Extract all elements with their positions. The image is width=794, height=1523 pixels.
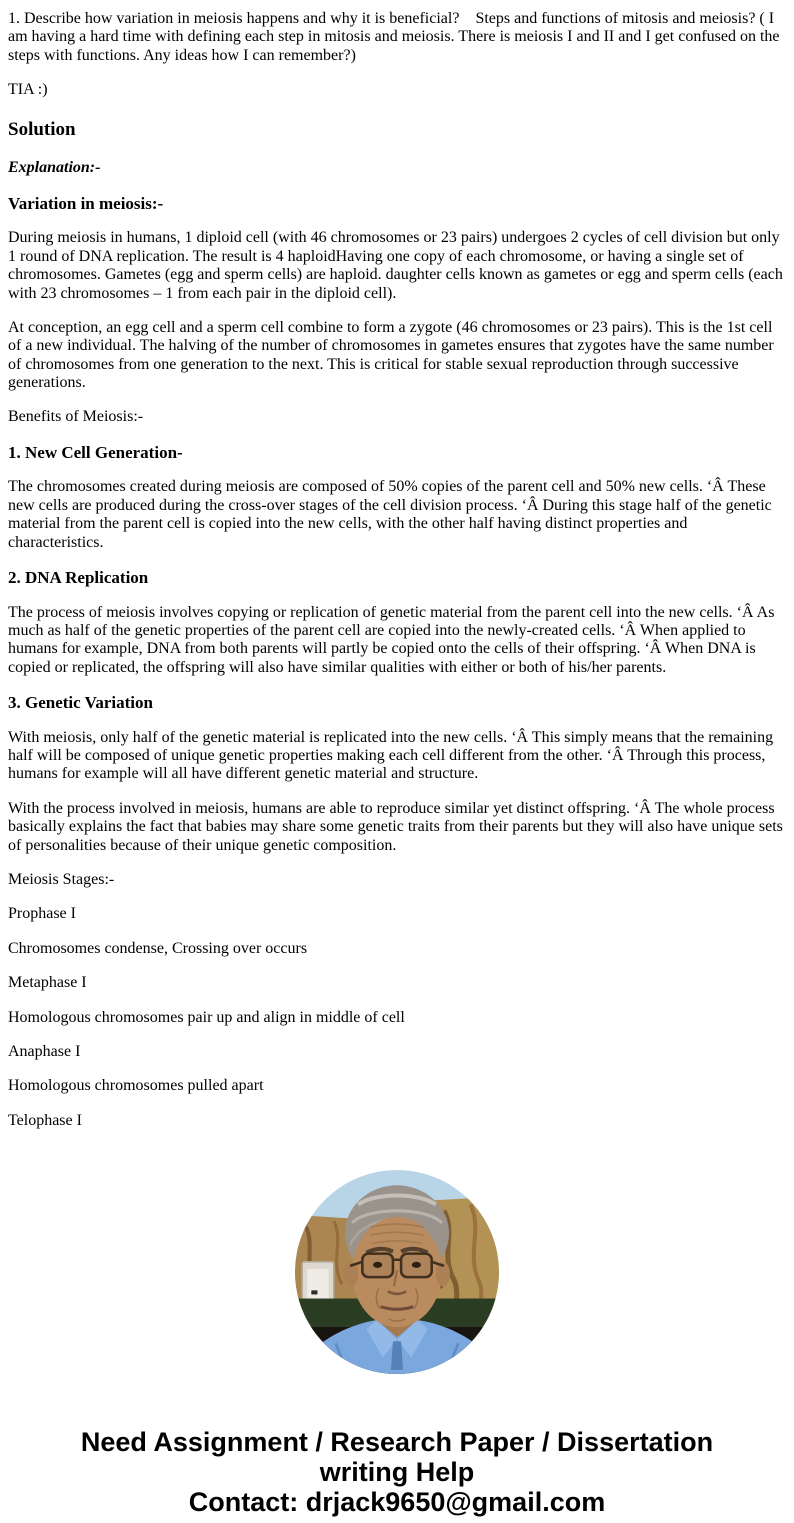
cta-banner	[8, 1427, 786, 1517]
tutor-portrait-image	[295, 1170, 499, 1374]
paragraph-new-cell: The chromosomes created during meiosis are composed of 50% copies of the parent cell and 50% new cells. ‘Â These new cells are produced during the cross-over stages of the cell division process. ‘Â During this stage half of the genetic material from the parent cell is copied into the new cells, with the other half having distinct properties and characteristics.	[8, 478, 772, 551]
cta-contact-email: Contact: drjack9650@gmail.com	[188, 1487, 606, 1518]
paragraph-conception: At conception, an egg cell and a sperm cell combine to form a zygote (46 chromosomes or 23 pairs). This is the 1st cell of a new individual. The halving of the number of chromosomes in gametes ensures that zygotes have the same number of chromosomes from one generation to the next. This is critical for stable sexual reproduction through successive generations.	[8, 318, 774, 392]
paragraph-dna-replication: The process of meiosis involves copying or replication of genetic material from the parent cell into the new cells. ‘Â As much as half of the genetic properties of the parent cell are copied into the newly-created cells. ‘Â When applied to humans for example, DNA from both parents will partly be copied onto the cells of their offspring. ‘Â When DNA is copied or replicated, the offspring will also have similar qualities with either or both of his/her parents.	[8, 603, 775, 676]
stage-prophase-desc: Chromosomes condense, Crossing over occurs	[8, 939, 308, 957]
benefits-label: Benefits of Meiosis:-	[8, 408, 144, 426]
stage-telophase: Telophase I	[8, 1111, 82, 1129]
solution-heading: Solution	[8, 118, 76, 140]
variation-heading: Variation in meiosis:-	[8, 193, 164, 213]
cta-line-1: Need Assignment / Research Paper / Dissertation	[80, 1427, 714, 1458]
subheading-new-cell-generation: 1. New Cell Generation-	[8, 442, 183, 462]
stage-anaphase: Anaphase I	[8, 1042, 81, 1060]
stage-anaphase-desc: Homologous chromosomes pulled apart	[8, 1077, 264, 1095]
tia-text: TIA :)	[8, 81, 48, 99]
paragraph-genetic-variation: With meiosis, only half of the genetic material is replicated into the new cells. ‘Â This simply means that the remaining half will be composed of unique genetic properties making each cell different from the other. ‘Â Through this process, humans for example will all have different genetic material and structure.	[8, 728, 774, 783]
paragraph-diploid: During meiosis in humans, 1 diploid cell (with 46 chromosomes or 23 pairs) undergoes 2 cycles of cell division but only 1 round of DNA replication. The result is 4 haploidHaving one copy of each chromosome, or having a single set of chromosomes. Gametes (egg and sperm cells) are haploid. daughter cells known as gametes or egg and sperm cells (each with 23 chromosomes – 1 from each pair in the diploid cell).	[8, 229, 783, 302]
paragraph-distinct-offspring: With the process involved in meiosis, humans are able to reproduce similar yet distinct offspring. ‘Â The whole process basically explains the fact that babies may share some genetic traits from their parents but they will also have unique sets of personalities because of their unique genetic composition.	[8, 799, 783, 854]
cta-line-2: writing Help	[319, 1457, 475, 1488]
stage-prophase: Prophase I	[8, 905, 76, 923]
question-text: 1. Describe how variation in meiosis happens and why it is beneficial? Steps and functions of mitosis and meiosis? ( I am having a hard time with defining each step in mitosis and meiosis. There is meiosis I and II and I get confused on the steps with functions. Any ideas how I can remember?)	[8, 10, 780, 64]
stage-metaphase: Metaphase I	[8, 974, 87, 992]
stage-metaphase-desc: Homologous chromosomes pair up and align in middle of cell	[8, 1008, 405, 1026]
portrait-photo	[8, 1170, 786, 1379]
explanation-label: Explanation:-	[8, 159, 101, 177]
subheading-dna-replication: 2. DNA Replication	[8, 567, 149, 587]
subheading-genetic-variation: 3. Genetic Variation	[8, 693, 153, 713]
stages-label: Meiosis Stages:-	[8, 870, 115, 888]
